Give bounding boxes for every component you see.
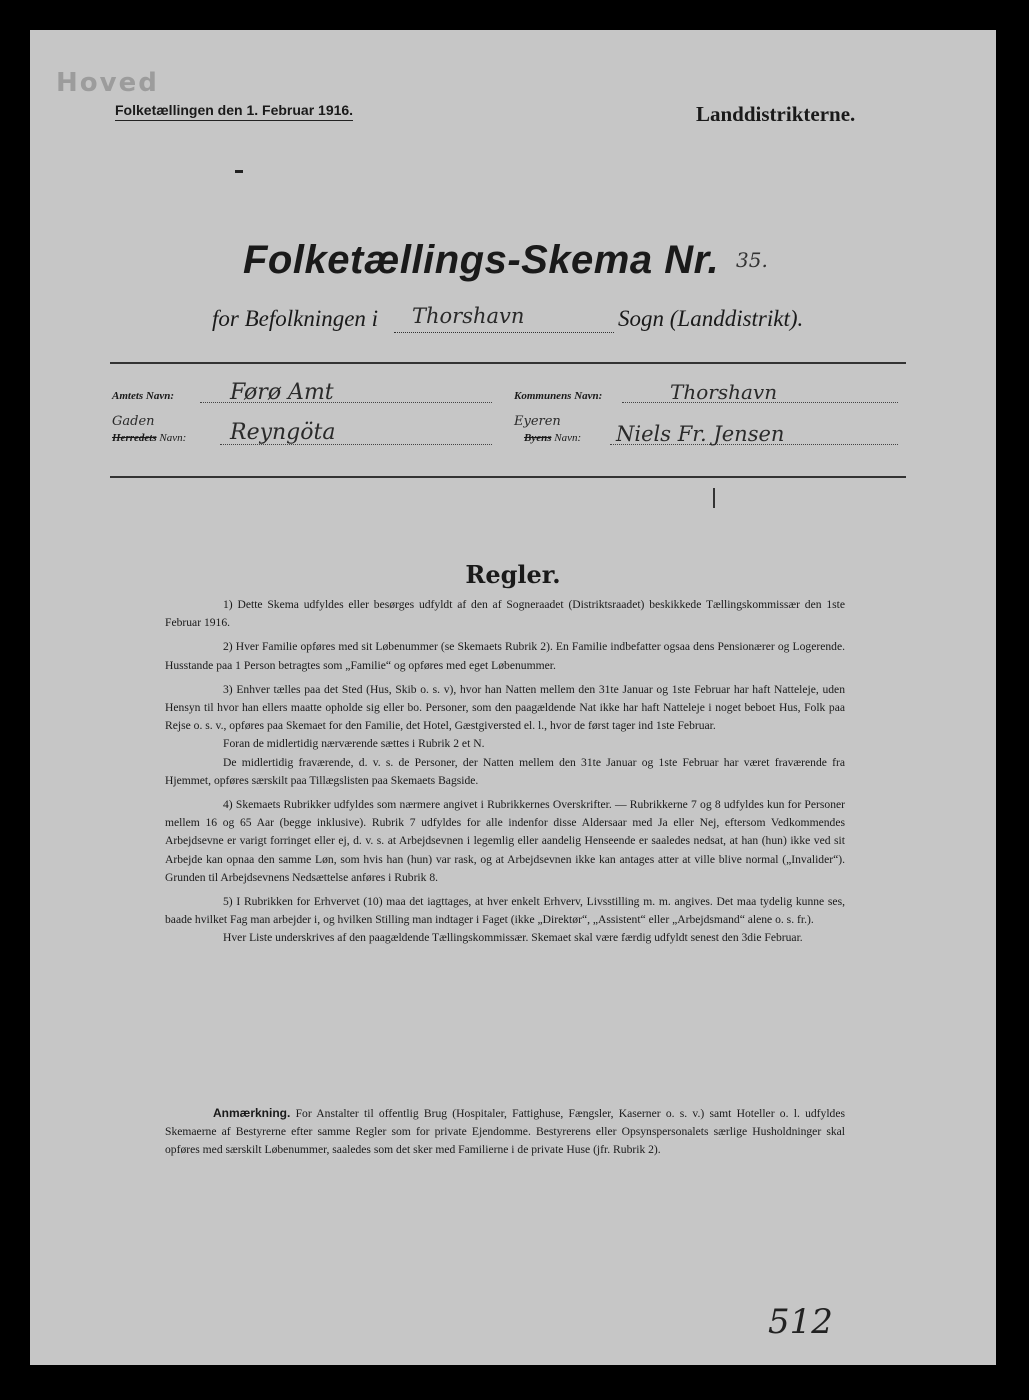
amt-handwritten: Førø Amt xyxy=(230,380,334,405)
rule-paragraph: 2) Hver Familie opføres med sit Løbenummer (se Skemaets Rubrik 2). En Familie indbefatter ogsaa dens Pensionærer og Logerende. Husstande paa 1 Person betragtes som „Familie“ og opføres med eget Løbenummer. xyxy=(165,640,845,672)
rules-body xyxy=(165,596,845,954)
form-number: 35. xyxy=(736,248,768,272)
rule-paragraph: 3) Enhver tælles paa det Sted (Hus, Skib o. s. v), hvor han Natten mellem den 31te Januar og 1ste Februar har haft Natteleje, uden Hensyn til hvor han ellers maatte opholde sig eller bo. Personer, som den paagældende Nat ikke har haft Natteleje i noget beboet Hus, Folk paa Rejse o. s. v., opføres paa Skemaet for den Familie, det Hotel, Gæstgiversted el. l., hvor de først tager ind 1ste Februar. xyxy=(165,682,845,733)
parish-handwritten: Thorshavn xyxy=(412,304,525,328)
subtitle-prefix: for Befolkningen i xyxy=(212,306,379,331)
annotation-paragraph xyxy=(165,1104,845,1160)
rule-paragraph: Foran de midlertidig nærværende sættes i Rubrik 2 et N. xyxy=(223,737,485,751)
gaard-handwritten: Reyngöta xyxy=(230,420,336,445)
divider-bottom xyxy=(110,476,906,478)
kommune-handwritten: Thorshavn xyxy=(670,380,778,404)
parish-line xyxy=(394,332,614,333)
rule-paragraph: 1) Dette Skema udfyldes eller besørges udfyldt af den af Sogneraadet (Distriktsraadet) beskikkede Tællingskommissær den 1ste Februar 1916. xyxy=(165,598,845,630)
gaard-label-struck: Herredets xyxy=(112,432,157,444)
eier-label-handwritten: Eyeren xyxy=(514,414,561,429)
eier-label-struck: Byens xyxy=(524,432,552,444)
divider-top xyxy=(110,362,906,364)
rule-paragraph: De midlertidig fraværende, d. v. s. de Personer, der Natten mellem den 31te Januar og 1ste Februar har været fraværende fra Hjemmet, opføres særskilt paa Tillægslisten paa Skemaets Bagside. xyxy=(165,755,845,787)
census-date-header: Folketællingen den 1. Februar 1916. xyxy=(115,102,353,121)
amt-label: Amtets Navn: xyxy=(112,390,175,402)
rule-paragraph: 4) Skemaets Rubrikker udfyldes som nærmere angivet i Rubrikkernes Overskrifter. — Rubrikkerne 7 og 8 udfyldes kun for Personer mellem 16 og 65 Aar (begge inklusive). Rubrik 7 udfyldes for alle indenfor disse Aldersaar med Ja eller Nej, eftersom Vedkommendes Arbejdsevne er varigt forringet eller ej, d. v. s. at Arbejdsevnen i legemlig eller aandelig Henseende er saaledes nedsat, at han (hun) ikke ved sit Arbejde kan opnaa den samme Løn, som hvis han (hun) var rask, og at Arbejdsevnen ikke kan antages atter at ville blive normal („Invalider“). Grunden til Arbejdsevnens Nedsættelse anføres i Rubrik 8. xyxy=(165,798,845,884)
ink-tick xyxy=(713,488,715,508)
form-subtitle xyxy=(212,306,852,340)
page-number-handwritten: 512 xyxy=(768,1302,833,1342)
census-form-page xyxy=(30,30,996,1365)
gaard-label: Herredets Navn: xyxy=(112,432,187,444)
annotation-label: Anmærkning. xyxy=(213,1106,291,1120)
eier-handwritten: Niels Fr. Jensen xyxy=(616,422,785,446)
kommune-label: Kommunens Navn: xyxy=(514,390,603,402)
ink-mark xyxy=(235,170,243,173)
district-type-header: Landdistrikterne. xyxy=(696,102,856,126)
annotation-section xyxy=(165,1104,845,1160)
eier-label: Byens Navn: xyxy=(524,432,582,444)
gaard-label-handwritten: Gaden xyxy=(112,414,155,429)
subtitle-suffix: Sogn (Landdistrikt). xyxy=(618,306,804,331)
rule-paragraph: Hver Liste underskrives af den paagældende Tællingskommissær. Skemaet skal være færdig udfyldt senest den 3die Februar. xyxy=(223,931,803,945)
rule-paragraph: 5) I Rubrikken for Erhvervet (10) maa det iagttages, at hver enkelt Erhverv, Livsstilling m. m. angives. Det maa tydelig kunne ses, baade hvilket Fag man arbejder i, og hvilken Stilling man indtager i Faget (ikke „Direktør“, „Assistent“ eller „Arbejdsmand“ alene o. s. fr.). xyxy=(165,895,845,927)
hoved-stamp: Hoved xyxy=(56,68,159,98)
annotation-text: For Anstalter til offentlig Brug (Hospitaler, Fattighuse, Fængsler, Kaserner o. s. v.) samt Hoteller o. l. udfyldes Skemaerne af Bestyrerne efter samme Regler som for private Ejendomme. Bestyrerens eller Opsynspersonalets særlige Husholdninger skal opføres med særskilt Løbenummer, saaledes som det sker med Familierne i de private Huse (jfr. Rubrik 2). xyxy=(165,1107,846,1157)
form-title: Folketællings-Skema Nr. xyxy=(243,238,720,282)
rules-heading: Regler. xyxy=(465,560,561,589)
